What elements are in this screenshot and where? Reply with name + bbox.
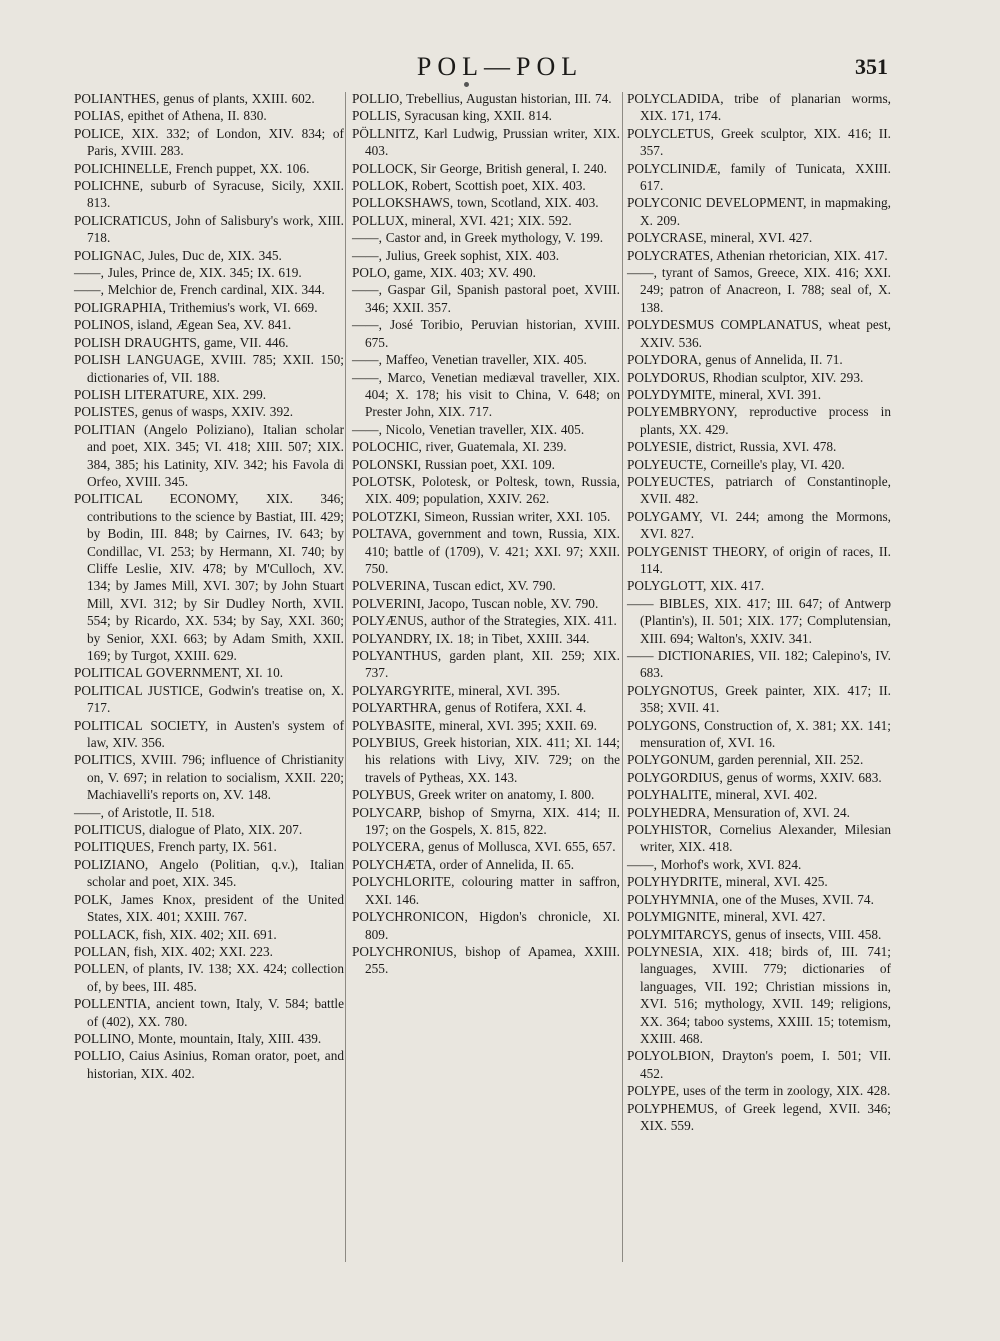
index-entry: POLYGAMY, VI. 244; among the Mormons, XVI. 827. [627,508,891,542]
index-entry: POLITICS, XVIII. 796; influence of Christianity on, V. 697; in relation to socialism, XXII. 220; Machiavelli's reports on, XV. 148. [74,752,344,803]
index-entry: ——, Melchior de, French cardinal, XIX. 344. [74,282,325,298]
index-entry: POLICHINELLE, French puppet, XX. 106. [74,160,310,176]
index-entry: POLYDYMITE, mineral, XVI. 391. [627,386,822,402]
index-entry: POLYBASITE, mineral, XVI. 395; XXII. 69. [352,717,597,733]
index-entry: POLISTES, genus of wasps, XXIV. 392. [74,404,294,420]
index-entry: POLYESIE, district, Russia, XVI. 478. [627,439,837,455]
index-entry: POLOTZKI, Simeon, Russian writer, XXI. 105. [352,508,611,524]
index-entry: POLLACK, fish, XIX. 402; XII. 691. [74,926,277,942]
page-headword: POL—POL [416,52,584,81]
index-entry: POLISH LANGUAGE, XVIII. 785; XXII. 150; dictionaries of, VII. 188. [74,352,344,385]
index-entry: POLYPHEMUS, of Greek legend, XVII. 346; XIX. 559. [627,1100,891,1133]
index-entry: ——, of Aristotle, II. 518. [74,804,215,820]
index-entry: POLLENTIA, ancient town, Italy, V. 584; battle of (402), XX. 780. [74,996,344,1029]
index-entry: POLITICAL ECONOMY, XIX. 346; contributions to the science by Bastiat, III. 429; by Bodin, III. 848; by Cairnes, IV. 643; by Condillac, VI. 253; by Hermann, XI. 740; by Cliffe Leslie, XIV. 478; by M'Culloch, XV. 134; by James Mill, XVI. 307; by John Stuart Mill, XVI. 312; by Sir Dudley North, XVII. 554; by Ricardo, XX. 534; by Say, XXI. 360; by Senior, XXI. 663; by Adam Smith, XXII. 169; by Turgot, XXIII. 629. [74,491,344,663]
index-entry: POLYHEDRA, Mensuration of, XVI. 24. [627,804,851,820]
index-entry: POLIZIANO, Angelo (Politian, q.v.), Italian scholar and poet, XIX. 345. [74,856,344,890]
index-entry: POLYANTHUS, garden plant, XII. 259; XIX. 737. [352,648,620,681]
index-entry: POLYDORUS, Rhodian sculptor, XIV. 293. [627,369,864,385]
index-entry: POLIGNAC, Jules, Duc de, XIX. 345. [74,247,282,263]
index-entry: POLYCARP, bishop of Smyrna, XIX. 414; II. 197; on the Gospels, X. 815, 822. [352,804,620,838]
index-entry: POLOTSK, Polotesk, or Poltesk, town, Russia, XIX. 409; population, XXIV. 262. [352,473,620,507]
index-entry: POLYEMBRYONY, reproductive process in plants, XX. 429. [627,404,891,437]
index-entry: POLYGNOTUS, Greek painter, XIX. 417; II. 358; XVII. 41. [627,682,891,716]
index-entry: POLYCLADIDA, tribe of planarian worms, XIX. 171, 174. [627,91,891,124]
index-entry: POLITIAN (Angelo Poliziano), Italian scholar and poet, XIX. 345; VI. 418; XIII. 507; XIX. 384, 385; his Latinity, XIV. 342; his Favola di Orfeo, XVIII. 345. [74,421,344,489]
index-entry: ——, Jules, Prince de, XIX. 345; IX. 619. [74,265,302,281]
running-head [0,52,1000,86]
index-entry: POLLAN, fish, XIX. 402; XXI. 223. [74,943,273,959]
index-entry: POLLIO, Trebellius, Augustan historian, III. 74. [352,91,612,106]
index-entry: POLVERINI, Jacopo, Tuscan noble, XV. 790. [352,595,599,611]
index-entry: POLLEN, of plants, IV. 138; XX. 424; collection of, by bees, III. 485. [74,961,344,994]
index-entry: POLIANTHES, genus of plants, XXIII. 602. [74,91,315,106]
index-entry: POLYPE, uses of the term in zoology, XIX. 428. [627,1083,891,1099]
column-divider [345,92,346,1262]
print-speck [464,82,469,87]
index-entry: ——, tyrant of Samos, Greece, XIX. 416; XXI. 249; patron of Anacreon, I. 788; seal of, X. 138. [627,265,891,315]
column-divider [622,92,623,1262]
index-column-1 [74,90,344,1082]
index-entry: ——, Julius, Greek sophist, XIX. 403. [352,247,560,263]
index-entry: POLYCLINIDÆ, family of Tunicata, XXIII. 617. [627,160,891,194]
index-entry: POLLINO, Monte, mountain, Italy, XIII. 439. [74,1030,322,1046]
index-entry: ——, Castor and, in Greek mythology, V. 199. [352,230,604,246]
index-entry: ——, Morhof's work, XVI. 824. [627,856,802,872]
index-entry: POLLIS, Syracusan king, XXII. 814. [352,108,552,124]
index-entry: POLYGENIST THEORY, of origin of races, II. 114. [627,543,891,576]
index-entry: POLYDESMUS COMPLANATUS, wheat pest, XXIV. 536. [627,317,891,350]
index-entry: POLK, James Knox, president of the United States, XIX. 401; XXIII. 767. [74,891,344,925]
index-entry: —— DICTIONARIES, VII. 182; Calepino's, IV. 683. [627,648,891,681]
index-entry: POLYGLOTT, XIX. 417. [627,578,765,594]
index-entry: POLITIQUES, French party, IX. 561. [74,839,277,855]
index-entry: POLYCERA, genus of Mollusca, XVI. 655, 657. [352,839,616,855]
index-entry: POLYBIUS, Greek historian, XIX. 411; XI. 144; his relations with Livy, XIV. 729; on the travels of Pytheas, XX. 143. [352,735,620,785]
index-entry: POLYÆNUS, author of the Strategies, XIX. 411. [352,613,617,629]
page-number: 351 [855,54,888,79]
index-entry: POLYANDRY, IX. 18; in Tibet, XXIII. 344. [352,630,590,646]
index-entry: POLOCHIC, river, Guatemala, XI. 239. [352,439,567,455]
index-entry: POLYEUCTES, patriarch of Constantinople, XVII. 482. [627,473,891,507]
index-entry: POLYNESIA, XIX. 418; birds of, III. 741; languages, XVIII. 779; dictionaries of languages, VII. 192; Christian missions in, XVI. 516; mythology, XVII. 149; religions, XX. 364; taboo systems, XXIII. 15; totemism, XXIII. 468. [627,943,891,1046]
index-entry: POLLIO, Caius Asinius, Roman orator, poet, and historian, XIX. 402. [74,1048,344,1081]
index-entry: POLYGONS, Construction of, X. 381; XX. 141; mensuration of, XVI. 16. [627,717,891,751]
index-entry: POLYDORA, genus of Annelida, II. 71. [627,352,843,368]
index-entry: POLLOKSHAWS, town, Scotland, XIX. 403. [352,195,599,211]
index-entry: PÖLLNITZ, Karl Ludwig, Prussian writer, XIX. 403. [352,125,620,159]
index-entry: POLYHYDRITE, mineral, XVI. 425. [627,874,828,890]
index-entry: POLISH LITERATURE, XIX. 299. [74,386,267,402]
index-entry: POLYOLBION, Drayton's poem, I. 501; VII. 452. [627,1048,891,1081]
index-entry: POLYARTHRA, genus of Rotifera, XXI. 4. [352,700,587,716]
index-entry: ——, Gaspar Gil, Spanish pastoral poet, XVIII. 346; XXII. 357. [352,282,620,315]
index-entry: —— BIBLES, XIX. 417; III. 647; of Antwerp (Plantin's), II. 501; XIX. 177; Complutensian, XIII. 694; Walton's, XXIV. 341. [627,595,891,646]
index-entry: POLLOCK, Sir George, British general, I. 240. [352,160,607,176]
index-entry: POLICE, XIX. 332; of London, XIV. 834; of Paris, XVIII. 283. [74,125,344,159]
index-entry: POLIGRAPHIA, Trithemius's work, VI. 669. [74,299,318,315]
index-entry: POLITICAL SOCIETY, in Austen's system of law, XIV. 356. [74,717,344,751]
index-column-2 [352,90,620,978]
index-entry: POLLOK, Robert, Scottish poet, XIX. 403. [352,178,586,194]
index-entry: POLYARGYRITE, mineral, XVI. 395. [352,682,561,698]
index-entry: POLYMITARCYS, genus of insects, VIII. 458. [627,926,882,942]
index-entry: POLIAS, epithet of Athena, II. 830. [74,108,267,124]
index-entry: POLYMIGNITE, mineral, XVI. 427. [627,909,826,925]
index-entry: ——, José Toribio, Peruvian historian, XVIII. 675. [352,317,620,350]
index-entry: POLICHNE, suburb of Syracuse, Sicily, XXII. 813. [74,178,344,211]
index-entry: ——, Maffeo, Venetian traveller, XIX. 405. [352,352,587,368]
index-entry: POLONSKI, Russian poet, XXI. 109. [352,456,555,472]
index-entry: POLYGORDIUS, genus of worms, XXIV. 683. [627,769,882,785]
index-entry: POLICRATICUS, John of Salisbury's work, XIII. 718. [74,212,344,246]
index-entry: POLYCHRONIUS, bishop of Apamea, XXIII. 255. [352,943,620,977]
index-entry: POLISH DRAUGHTS, game, VII. 446. [74,334,289,350]
index-entry: POLYGONUM, garden perennial, XII. 252. [627,752,864,768]
index-entry: POLYHISTOR, Cornelius Alexander, Milesian writer, XIX. 418. [627,822,891,855]
index-entry: ——, Nicolo, Venetian traveller, XIX. 405. [352,421,585,437]
index-entry: POLYHALITE, mineral, XVI. 402. [627,787,818,803]
index-entry: POLINOS, island, Ægean Sea, XV. 841. [74,317,292,333]
index-entry: POLITICAL GOVERNMENT, XI. 10. [74,665,284,681]
index-entry: POLITICUS, dialogue of Plato, XIX. 207. [74,822,303,838]
index-column-3 [627,90,891,1134]
index-entry: POLYCHLORITE, colouring matter in saffron, XXI. 146. [352,874,620,907]
index-entry: POLYCHRONICON, Higdon's chronicle, XI. 809. [352,909,620,942]
index-entry: POLTAVA, government and town, Russia, XIX. 410; battle of (1709), V. 421; XXI. 97; XXII. 750. [352,526,620,576]
index-entry: POLITICAL JUSTICE, Godwin's treatise on, X. 717. [74,682,344,716]
index-entry: ——, Marco, Venetian mediæval traveller, XIX. 404; X. 178; his visit to China, V. 648; on Prester John, XIX. 717. [352,369,620,420]
index-entry: POLLUX, mineral, XVI. 421; XIX. 592. [352,212,572,228]
index-entry: POLYCRASE, mineral, XVI. 427. [627,230,813,246]
index-entry: POLYCLETUS, Greek sculptor, XIX. 416; II. 357. [627,125,891,159]
index-entry: POLYEUCTE, Corneille's play, VI. 420. [627,456,845,472]
index-entry: POLYHYMNIA, one of the Muses, XVII. 74. [627,891,874,907]
index-entry: POLYBUS, Greek writer on anatomy, I. 800. [352,787,595,803]
index-entry: POLVERINA, Tuscan edict, XV. 790. [352,578,556,594]
index-entry: POLO, game, XIX. 403; XV. 490. [352,265,536,281]
index-entry: POLYCRATES, Athenian rhetorician, XIX. 417. [627,247,888,263]
index-entry: POLYCHÆTA, order of Annelida, II. 65. [352,856,575,872]
index-entry: POLYCONIC DEVELOPMENT, in mapmaking, X. 209. [627,195,891,228]
